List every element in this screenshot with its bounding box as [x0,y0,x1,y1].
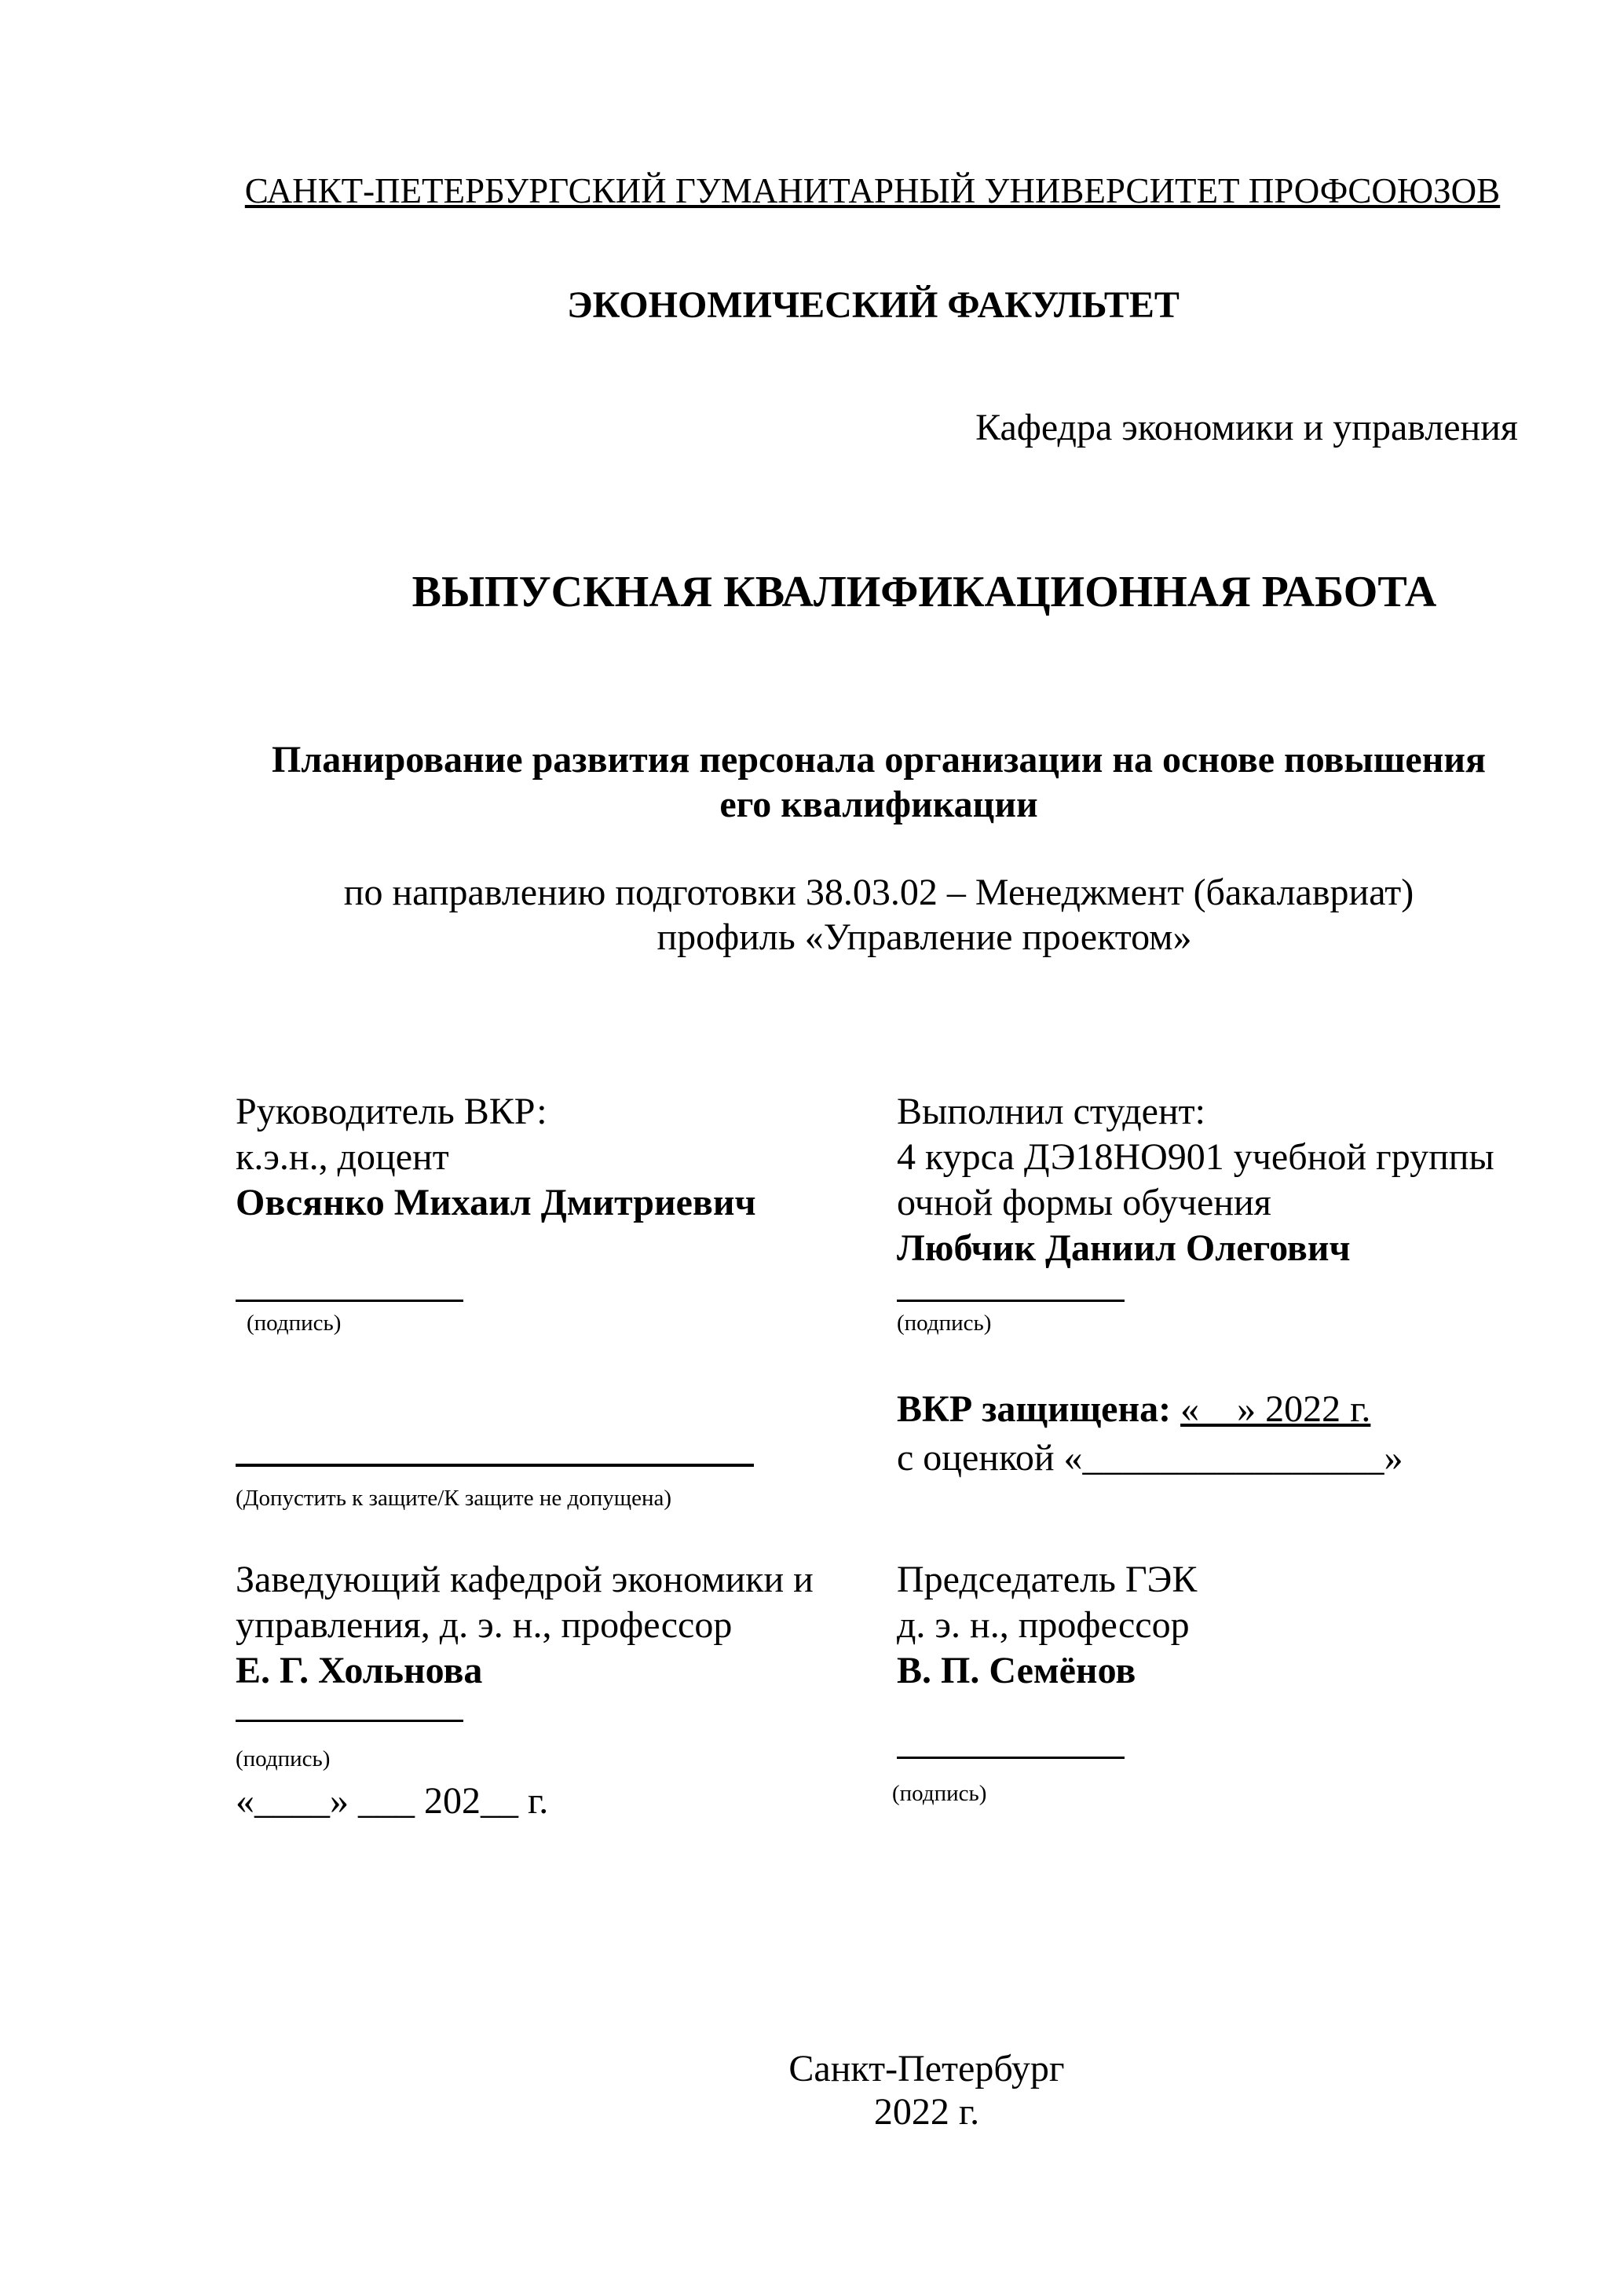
chairman-label: Председатель ГЭК [897,1559,1198,1600]
head-date: «____» ___ 202__ г. [236,1780,549,1822]
supervisor-degree: к.э.н., доцент [236,1136,449,1178]
admission-caption: (Допустить к защите/К защите не допущена) [236,1486,672,1511]
head-title-line2: управления, д. э. н., профессор [236,1604,733,1646]
student-signature-caption: (подпись) [897,1311,992,1336]
student-name: Любчик Даниил Олегович [897,1227,1351,1269]
head-signature-line [236,1720,463,1722]
supervisor-name: Овсянко Михаил Дмитриевич [236,1182,756,1223]
thesis-title-line2: его квалификации [719,784,1038,825]
student-form: очной формы обучения [897,1182,1271,1223]
student-group: 4 курса ДЭ18НО901 учебной группы [897,1136,1494,1178]
faculty-name: ЭКОНОМИЧЕСКИЙ ФАКУЛЬТЕТ [567,284,1180,326]
head-title-line1: Заведующий кафедрой экономики и [236,1559,814,1600]
student-label: Выполнил студент: [897,1091,1205,1132]
head-name: Е. Г. Хольнова [236,1650,483,1691]
defense-label: ВКР защищена: [897,1388,1172,1430]
chairman-signature-caption: (подпись) [892,1781,987,1806]
chairman-name: В. П. Семёнов [897,1650,1136,1691]
footer-year: 2022 г. [873,2091,980,2133]
direction-line1: по направлению подготовки 38.03.02 – Менеджмент (бакалавриат) [343,872,1414,913]
department-name: Кафедра экономики и управления [975,407,1518,448]
defense-grade: с оценкой «________________» [897,1437,1403,1479]
footer-city: Санкт-Петербург [788,2048,1065,2089]
chairman-signature-line [897,1757,1125,1759]
admission-line [236,1464,754,1467]
defense-date: «__» 2022 г. [1180,1388,1371,1430]
head-signature-caption: (подпись) [236,1746,331,1771]
university-name: САНКТ-ПЕТЕРБУРГСКИЙ ГУМАНИТАРНЫЙ УНИВЕРСИТЕТ ПРОФСОЮЗОВ [244,171,1501,210]
work-type-heading: ВЫПУСКНАЯ КВАЛИФИКАЦИОННАЯ РАБОТА [411,568,1437,616]
defense-row [897,1387,1370,1432]
thesis-title-line1: Планирование развития персонала организации на основе повышения [271,739,1487,781]
supervisor-label: Руководитель ВКР: [236,1091,547,1132]
chairman-degree: д. э. н., профессор [897,1604,1190,1646]
supervisor-signature-line [236,1300,463,1302]
supervisor-signature-caption: (подпись) [247,1311,342,1336]
direction-line2: профиль «Управление проектом» [657,916,1192,958]
student-signature-line [897,1300,1125,1302]
